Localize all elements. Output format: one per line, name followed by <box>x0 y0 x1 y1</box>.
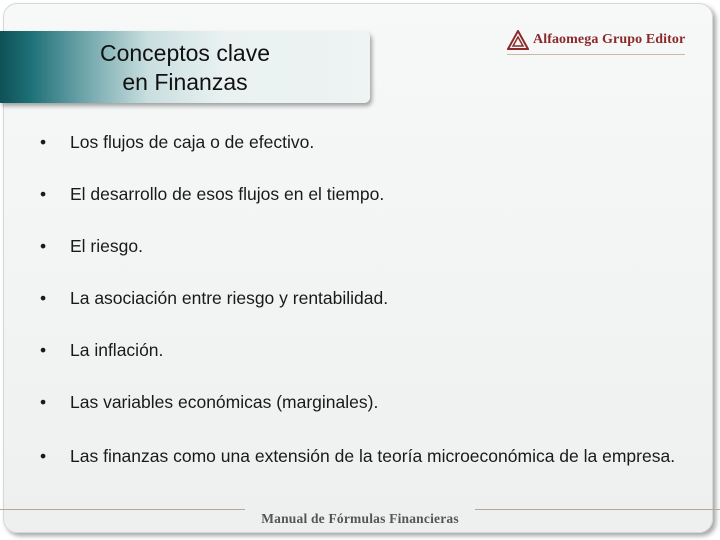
bullet-text: El riesgo. <box>70 236 143 256</box>
bullet-marker: • <box>40 288 47 308</box>
list-item <box>40 288 690 309</box>
bullet-marker: • <box>40 446 47 466</box>
bullet-marker: • <box>40 184 47 204</box>
list-item <box>40 340 690 361</box>
title-banner <box>0 31 370 103</box>
list-item <box>40 236 690 257</box>
bullet-text: El desarrollo de esos flujos en el tiempo. <box>70 184 385 204</box>
bullet-marker: • <box>40 236 47 256</box>
bullet-text: Las variables económicas (marginales). <box>70 392 379 412</box>
publisher-name: Alfaomega Grupo Editor <box>533 32 686 47</box>
bullet-marker: • <box>40 392 47 412</box>
logo-divider <box>507 54 685 55</box>
list-item <box>40 132 690 153</box>
bullet-text: Las finanzas como una extensión de la teoría microeconómica de la empresa. <box>70 446 676 466</box>
bullet-marker: • <box>40 132 47 152</box>
bullet-text: La asociación entre riesgo y rentabilidad. <box>70 288 389 308</box>
footer-divider-right <box>475 509 720 510</box>
list-item <box>40 446 690 467</box>
list-item <box>40 392 690 413</box>
bullet-text: La inflación. <box>70 340 164 360</box>
publisher-logo <box>507 29 685 51</box>
list-item <box>40 184 690 205</box>
bullet-marker: • <box>40 340 47 360</box>
bullet-text: Los flujos de caja o de efectivo. <box>70 132 315 152</box>
slide-title: Conceptos clave en Finanzas <box>99 40 271 95</box>
footer-title: Manual de Fórmulas Financieras <box>261 511 459 526</box>
footer-divider-left <box>0 509 245 510</box>
alfaomega-triangle-icon <box>507 30 529 50</box>
